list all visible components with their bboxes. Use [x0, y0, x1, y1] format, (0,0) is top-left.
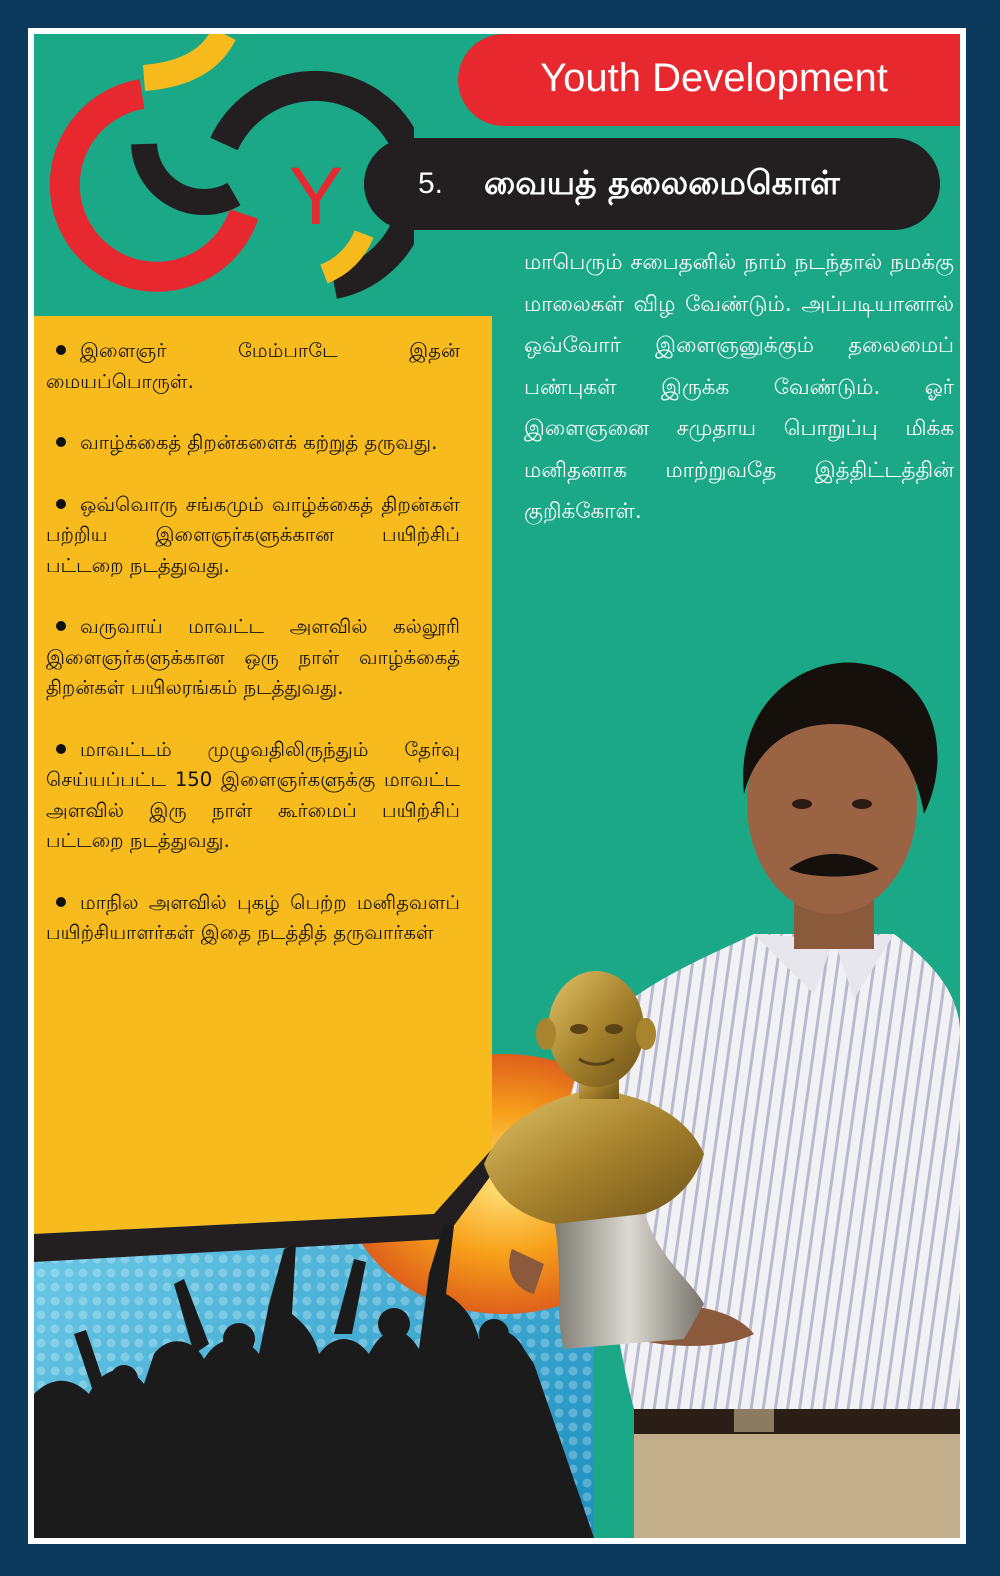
list-item-text: வாழ்க்கைத் திறன்களைக் கற்றுத் தருவது. — [80, 431, 438, 454]
list-item-text: மாவட்டம் முழுவதிலிருந்தும் தேர்வு செய்யப்பட்ட 150 இளைஞர்களுக்கு மாவட்ட அளவில் இரு நாள் கூர்மைப் பயிற்சிப் பட்டறை நடத்துவது. — [46, 737, 460, 852]
list-item-text: ஒவ்வொரு சங்கமும் வாழ்க்கைத் திறன்கள் பற்றிய இளைஞர்களுக்கான பயிற்சிப் பட்டறை நடத்துவது. — [46, 492, 460, 577]
person-photo — [34, 34, 960, 1538]
logo-letter: Y — [288, 151, 344, 242]
intro-paragraph: மாபெரும் சபைதனில் நாம் நடந்தால் நமக்கு மாலைகள் விழ வேண்டும். அப்படியானால் ஒவ்வோர் இளைஞனுக்கும் தலைமைப் பண்புகள் இருக்க வேண்டும். ஓர் இளைஞனை சமுதாய பொறுப்பு மிக்க மனிதனாக மாற்றுவதே இத்திட்டத்தின் குறிக்கோள். — [524, 250, 954, 524]
brochure-page — [34, 34, 960, 1538]
list-item-text: வருவாய் மாவட்ட அளவில் கல்லூரி இளைஞர்களுக்கான ஒரு நாள் வாழ்க்கைத் திறன்கள் பயிலரங்கம் நடத்துவது. — [46, 615, 460, 699]
list-item-text: மாநில அளவில் புகழ் பெற்ற மனிதவளப் பயிற்சியாளர்கள் இதை நடத்தித் தருவார்கள் — [46, 890, 460, 944]
page-title: Youth Development — [540, 56, 888, 100]
section-title: வையத் தலைமைகொள் — [484, 163, 840, 202]
list-item-text: இளைஞர் மேம்பாடே இதன் மையப்பொருள். — [46, 339, 460, 393]
section-number: 5. — [418, 167, 444, 200]
